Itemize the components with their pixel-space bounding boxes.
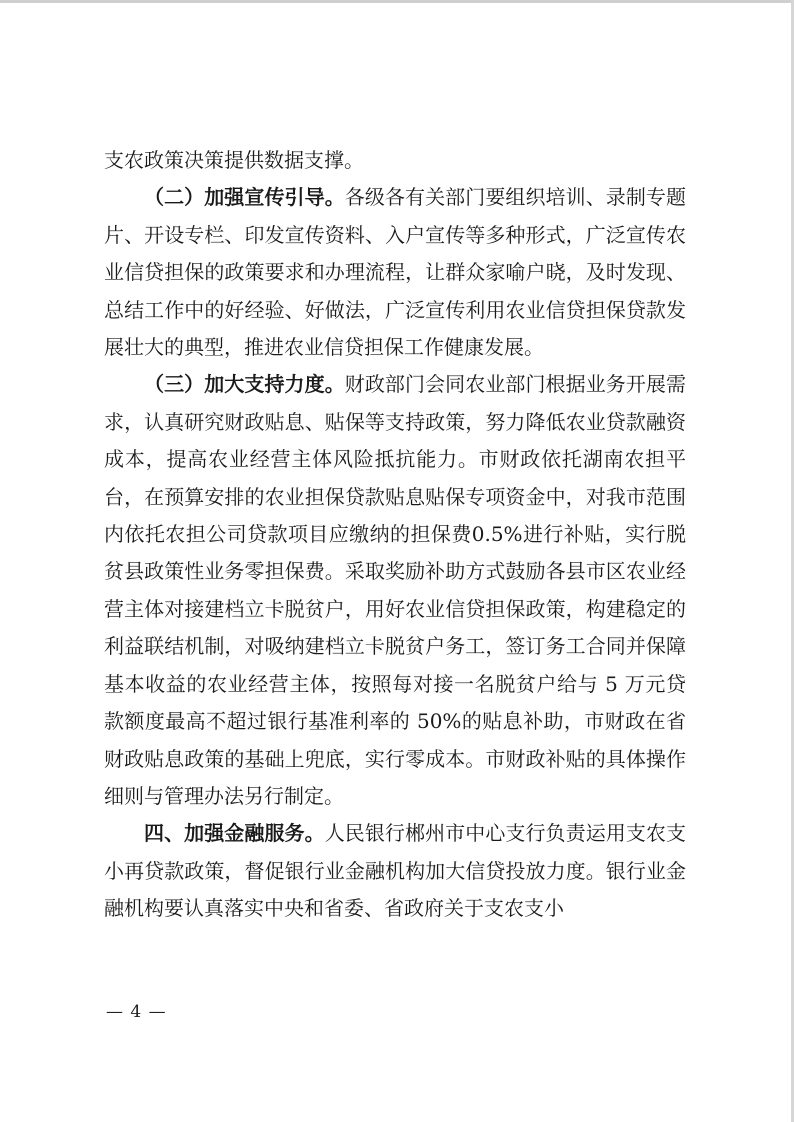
section-finance bbox=[104, 815, 686, 927]
section-heading-publicity: （二）加强宣传引导。 bbox=[144, 185, 345, 210]
scan-top-edge bbox=[0, 0, 794, 3]
section-text-publicity: 各级各有关部门要组织培训、录制专题片、开设专栏、印发宣传资料、入户宣传等多种形式，广泛宣传农业信贷担保的政策要求和办理流程，让群众家喻户晓，及时发现、总结工作中的好经验、好做法，广泛宣传利用农业信贷担保贷款发展壮大的典型，推进农业信贷担保工作健康发展。 bbox=[104, 185, 687, 360]
page-number: — 4 — bbox=[106, 1002, 167, 1022]
section-text-support: 财政部门会同农业部门根据业务开展需求，认真研究财政贴息、贴保等支持政策，努力降低农业贷款融资成本，提高农业经营主体风险抵抗能力。市财政依托湖南农担平台，在预算安排的农业担保贷款贴息贴保专项资金中，对我市范围内依托农担公司贷款项目应缴纳的担保费0.5%进行补贴，实行脱贫县政策性业务零担保费。采取奖励补助方式鼓励各县市区农业经营主体对接建档立卡脱贫户，用好农业信贷担保政策，构建稳定的利益联结机制，对吸纳建档立卡脱贫户务工，签订务工合同并保障基本收益的农业经营主体，按照每对接一名脱贫户给与 5 万元贷款额度最高不超过银行基准利率的 50%的贴息补助，市财政在省财政贴息政策的基础上兜底，实行零成本。市财政补贴的具体操作细则与管理办法另行制定。 bbox=[104, 372, 687, 808]
section-text-finance: 人民银行郴州市中心支行负责运用支农支小再贷款政策，督促银行业金融机构加大信贷投放力度。银行业金融机构要认真落实中央和省委、省政府关于支农支小 bbox=[104, 821, 687, 921]
section-support bbox=[104, 366, 686, 815]
section-heading-support: （三）加大支持力度。 bbox=[144, 372, 345, 397]
section-publicity bbox=[104, 179, 686, 366]
document-body bbox=[104, 142, 686, 928]
continuation-paragraph: 支农政策决策提供数据支撑。 bbox=[104, 148, 364, 172]
section-heading-finance: 四、加强金融服务。 bbox=[144, 821, 325, 846]
